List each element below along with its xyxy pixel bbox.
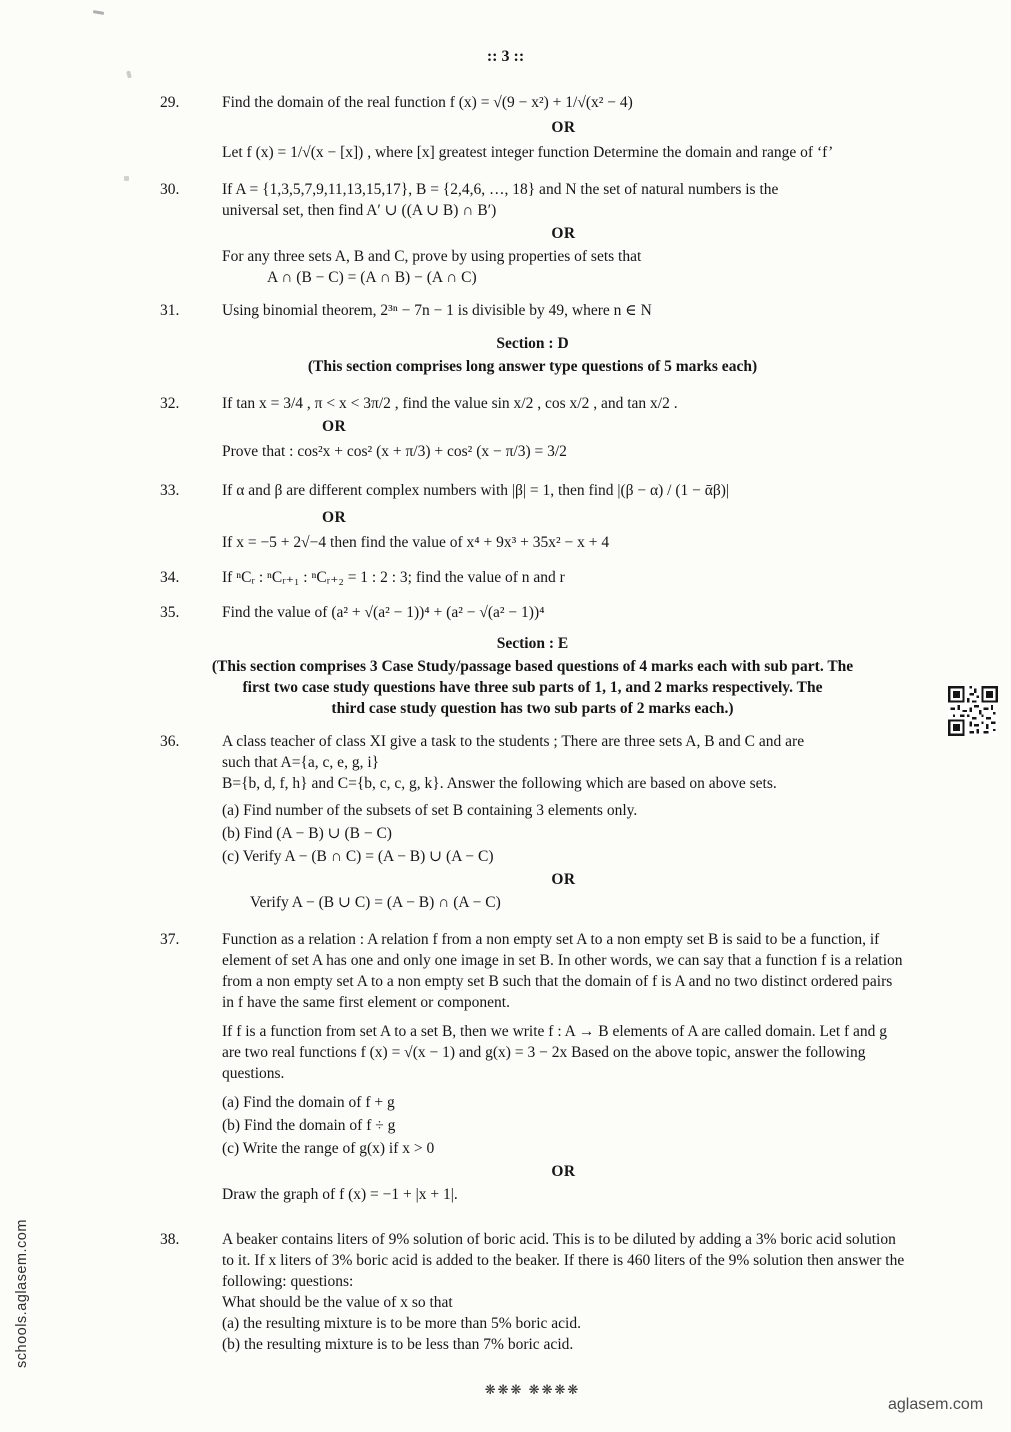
section-d-title: Section : D bbox=[496, 335, 569, 352]
question-30 bbox=[160, 179, 905, 221]
question-body bbox=[222, 300, 905, 321]
q30-alternative: For any three sets A, B and C, prove by using properties of sets that bbox=[222, 248, 642, 265]
scan-artifact bbox=[124, 176, 129, 181]
question-text: Find the domain of the real function f (x) = √(9 − x²) + 1/√(x² − 4) bbox=[222, 94, 633, 111]
question-item-a: (a) Find the domain of f + g bbox=[222, 1094, 395, 1111]
or-separator: OR bbox=[322, 418, 347, 435]
qr-code-graphic bbox=[948, 686, 998, 736]
footer-brand: aglasem.com bbox=[888, 1396, 984, 1413]
question-37 bbox=[160, 929, 905, 1205]
question-text: What should be the value of x so that bbox=[222, 1294, 453, 1311]
question-number: 30. bbox=[160, 181, 180, 198]
question-text: If tan x = 3/4 , π < x < 3π/2 , find the value sin x/2 , cos x/2 , and tan x/2 . bbox=[222, 395, 678, 412]
question-body bbox=[222, 567, 905, 588]
question-35 bbox=[160, 602, 905, 623]
question-text: such that A={a, c, e, g, i} bbox=[222, 754, 380, 771]
or-separator: OR bbox=[551, 1163, 576, 1180]
question-paragraph: A beaker contains liters of 9% solution of boric acid. This is to be diluted by adding a 3% boric acid solution to it. If x liters of 3% boric acid is added to the beaker. If there is 460 liters of the 9% solution then answer the following: questions: bbox=[222, 1231, 905, 1290]
question-text: If α and β are different complex numbers with |β| = 1, then find |(β − α) / (1 − ᾱβ)| bbox=[222, 482, 730, 499]
question-text: universal set, then find A′ ∪ ((A ∪ B) ∩ B′) bbox=[222, 202, 497, 219]
section-e-subtitle: first two case study questions have three sub parts of 1, 1, and 2 marks respectively. The bbox=[242, 679, 823, 696]
question-number: 34. bbox=[160, 569, 180, 586]
question-number: 31. bbox=[160, 302, 180, 319]
question-paragraph: Function as a relation : A relation f from a non empty set A to a non empty set B is said to be a function, if element of set A has one and only one image in set B. In other words, we can say that a function f is a relation from a non empty set A to a non empty set B such that the domain of f is A and no two distinct ordered pairs in f have the same first element or component. bbox=[222, 931, 903, 1011]
question-body bbox=[222, 480, 905, 501]
question-item-a: (a) the resulting mixture is to be more than 5% boric acid. bbox=[222, 1315, 581, 1332]
question-item-b: (b) the resulting mixture is to be less than 7% boric acid. bbox=[222, 1336, 574, 1353]
q33-alternative: If x = −5 + 2√−4 then find the value of x⁴ + 9x³ + 35x² − x + 4 bbox=[222, 534, 610, 551]
question-item-a: (a) Find number of the subsets of set B containing 3 elements only. bbox=[222, 802, 638, 819]
question-text: If ⁿCᵣ : ⁿCᵣ₊₁ : ⁿCᵣ₊₂ = 1 : 2 : 3; find the value of n and r bbox=[222, 569, 565, 586]
or-separator: OR bbox=[551, 225, 576, 242]
question-text: Find the value of (a² + √(a² − 1))⁴ + (a² − √(a² − 1))⁴ bbox=[222, 604, 545, 621]
question-text: If A = {1,3,5,7,9,11,13,15,17}, B = {2,4,6, …, 18} and N the set of natural numbers is the bbox=[222, 181, 779, 198]
question-text: B={b, d, f, h} and C={b, c, c, g, k}. Answer the following which are based on above sets. bbox=[222, 775, 777, 792]
question-number: 32. bbox=[160, 395, 180, 412]
question-body bbox=[222, 731, 905, 913]
page-number: :: 3 :: bbox=[486, 48, 525, 65]
question-item-b: (b) Find (A − B) ∪ (B − C) bbox=[222, 825, 392, 842]
question-item-b: (b) Find the domain of f ÷ g bbox=[222, 1117, 396, 1134]
question-text: A class teacher of class XI give a task to the students ; There are three sets A, B and C and are bbox=[222, 733, 805, 750]
or-separator: OR bbox=[551, 871, 576, 888]
question-34 bbox=[160, 567, 905, 588]
section-e-subtitle: (This section comprises 3 Case Study/passage based questions of 4 marks each with sub part. The bbox=[211, 658, 854, 675]
question-item-c: (c) Write the range of g(x) if x > 0 bbox=[222, 1140, 435, 1157]
question-number: 36. bbox=[160, 733, 180, 750]
q37-alternative: Draw the graph of f (x) = −1 + |x + 1|. bbox=[222, 1186, 458, 1203]
question-29 bbox=[160, 92, 905, 113]
question-content bbox=[160, 92, 905, 1400]
q36-alternative: Verify A − (B ∪ C) = (A − B) ∩ (A − C) bbox=[250, 894, 501, 911]
question-body bbox=[222, 179, 905, 221]
question-item-c: (c) Verify A − (B ∩ C) = (A − B) ∪ (A − C) bbox=[222, 848, 494, 865]
question-number: 38. bbox=[160, 1231, 180, 1248]
qr-code bbox=[948, 686, 998, 736]
question-text: Using binomial theorem, 2³ⁿ − 7n − 1 is divisible by 49, where n ∈ N bbox=[222, 302, 652, 319]
question-paragraph: If f is a function from set A to a set B, then we write f : A → B elements of A are called domain. Let f and g are two real functions f (x) = √(x − 1) and g(x) = 3 − 2x Based on the above topic, answer the following questions. bbox=[222, 1023, 888, 1082]
question-body bbox=[222, 929, 905, 1205]
question-number: 33. bbox=[160, 482, 180, 499]
scan-artifact bbox=[126, 71, 132, 79]
question-number: 29. bbox=[160, 94, 180, 111]
question-body bbox=[222, 602, 905, 623]
question-body bbox=[222, 393, 905, 414]
question-36 bbox=[160, 731, 905, 913]
question-number: 37. bbox=[160, 931, 180, 948]
question-38 bbox=[160, 1229, 905, 1355]
section-d-subtitle: (This section comprises long answer type questions of 5 marks each) bbox=[307, 358, 758, 375]
question-33 bbox=[160, 480, 905, 501]
or-separator: OR bbox=[551, 119, 576, 136]
q32-alternative: Prove that : cos²x + cos² (x + π/3) + cos² (x − π/3) = 3/2 bbox=[222, 443, 567, 460]
question-31 bbox=[160, 300, 905, 321]
or-separator: OR bbox=[322, 509, 347, 526]
question-32 bbox=[160, 393, 905, 414]
side-watermark: schools.aglasem.com bbox=[14, 1219, 30, 1368]
q29-alternative: Let f (x) = 1/√(x − [x]) , where [x] greatest integer function Determine the domain and range of ‘f’ bbox=[222, 144, 834, 161]
section-e-subtitle: third case study question has two sub parts of 2 marks each.) bbox=[331, 700, 734, 717]
question-body bbox=[222, 1229, 905, 1355]
section-e-title: Section : E bbox=[496, 635, 569, 652]
question-number: 35. bbox=[160, 604, 180, 621]
question-body bbox=[222, 92, 905, 113]
end-ornament: ❋❋❋ ❋❋❋❋ bbox=[484, 1382, 581, 1397]
scan-artifact bbox=[93, 10, 104, 15]
q30-alternative-equation: A ∩ (B − C) = (A ∩ B) − (A ∩ C) bbox=[267, 269, 477, 286]
